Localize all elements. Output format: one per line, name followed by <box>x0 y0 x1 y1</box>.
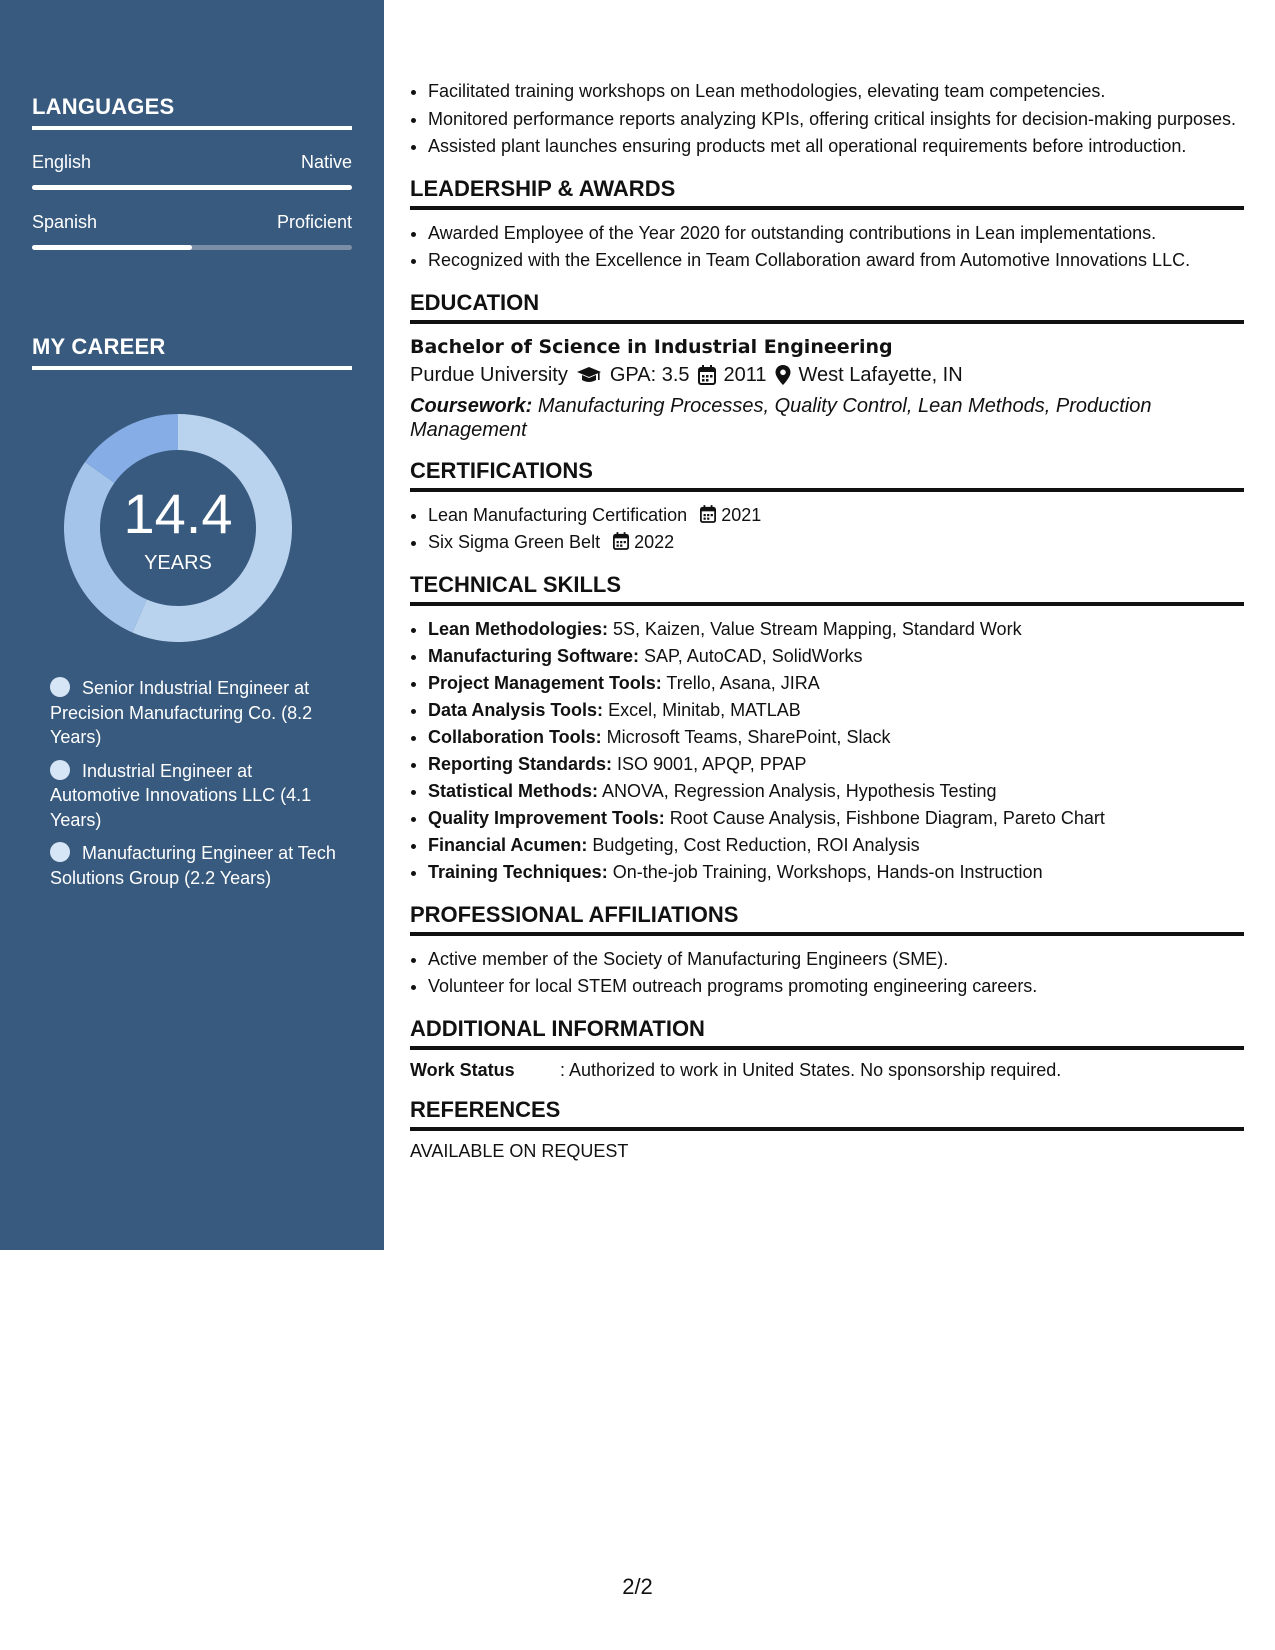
language-bar <box>32 185 352 190</box>
section-title: PROFESSIONAL AFFILIATIONS <box>410 902 1244 936</box>
skill-item <box>428 616 1244 643</box>
coursework-text: Manufacturing Processes, Quality Control, Lean Methods, Production Management <box>410 395 1152 441</box>
skill-value: Excel, Minitab, MATLAB <box>608 700 801 720</box>
career-item <box>50 676 340 750</box>
calendar-icon <box>698 365 716 385</box>
skill-label: Manufacturing Software: <box>428 646 640 666</box>
skill-item <box>428 859 1244 886</box>
skill-label: Statistical Methods: <box>428 781 599 801</box>
main-content <box>410 78 1244 1162</box>
career-years-label: YEARS <box>144 552 212 574</box>
skill-item <box>428 724 1244 751</box>
bullet-dot-icon <box>50 760 70 780</box>
section-title: EDUCATION <box>410 290 1244 324</box>
list-item: • Awarded Employee of the Year 2020 for outstanding contributions in Lean implementations. <box>428 220 1244 247</box>
education-details <box>410 360 1244 390</box>
page-number: 2/2 <box>622 1574 653 1599</box>
references-text: AVAILABLE ON REQUEST <box>410 1141 629 1161</box>
skill-label: Financial Acumen: <box>428 835 588 855</box>
school-name: Purdue University <box>410 364 568 386</box>
calendar-icon <box>700 505 716 523</box>
coursework-label: Coursework: <box>410 395 533 417</box>
languages-heading: LANGUAGES <box>32 94 352 130</box>
career-item-text: Senior Industrial Engineer at Precision Manufacturing Co. (8.2 Years) <box>50 678 313 747</box>
skill-label: Lean Methodologies: <box>428 619 608 639</box>
list-item: • Recognized with the Excellence in Team Collaboration award from Automotive Innovations LLC. <box>428 247 1244 274</box>
skill-value: Trello, Asana, JIRA <box>666 673 820 693</box>
skill-label: Project Management Tools: <box>428 673 662 693</box>
skill-item <box>428 805 1244 832</box>
section-title: CERTIFICATIONS <box>410 458 1244 492</box>
location-pin-icon <box>775 365 791 385</box>
skills-section <box>410 572 1244 886</box>
skill-item <box>428 643 1244 670</box>
coursework <box>410 394 1244 442</box>
education-section <box>410 290 1244 442</box>
section-title: ADDITIONAL INFORMATION <box>410 1016 1244 1050</box>
sidebar <box>0 0 384 1250</box>
affiliations-section <box>410 902 1244 1000</box>
skill-value: 5S, Kaizen, Value Stream Mapping, Standard Work <box>613 619 1022 639</box>
career-total-years: 14.4 <box>123 482 233 545</box>
language-bar <box>32 245 352 250</box>
graduation-cap-icon <box>576 365 602 385</box>
leadership-section <box>410 176 1244 274</box>
career-section <box>32 334 352 370</box>
skill-value: ANOVA, Regression Analysis, Hypothesis Testing <box>602 781 997 801</box>
language-item <box>32 152 352 190</box>
language-bar-fill <box>32 185 352 190</box>
skill-item <box>428 697 1244 724</box>
bullet-dot-icon <box>50 677 70 697</box>
list-item: • Volunteer for local STEM outreach programs promoting engineering careers. <box>428 973 1244 1000</box>
language-item <box>32 212 352 250</box>
work-status-row <box>410 1060 1244 1081</box>
certification-name: Lean Manufacturing Certification <box>428 505 688 525</box>
language-name: Spanish <box>32 212 98 232</box>
language-level: Native <box>300 152 352 172</box>
skill-label: Quality Improvement Tools: <box>428 808 665 828</box>
work-status-label: Work Status <box>410 1060 515 1080</box>
skill-label: Training Techniques: <box>428 862 608 882</box>
bullet-dot-icon <box>50 842 70 862</box>
list-item: • Active member of the Society of Manufacturing Engineers (SME). <box>428 946 1244 973</box>
skill-value: Budgeting, Cost Reduction, ROI Analysis <box>592 835 920 855</box>
career-item <box>50 841 340 890</box>
school-location: West Lafayette, IN <box>798 364 963 386</box>
certification-year: 2022 <box>634 532 675 552</box>
list-item <box>428 529 1244 556</box>
skill-label: Collaboration Tools: <box>428 727 602 747</box>
graduation-year: 2011 <box>723 364 767 386</box>
language-bar-fill <box>32 245 192 250</box>
career-item <box>50 759 340 833</box>
career-donut-chart <box>64 414 292 642</box>
section-title: REFERENCES <box>410 1097 1244 1131</box>
career-heading: MY CAREER <box>32 334 352 370</box>
skill-value: Root Cause Analysis, Fishbone Diagram, Pareto Chart <box>669 808 1105 828</box>
list-item: • Assisted plant launches ensuring products met all operational requirements before introduction. <box>428 133 1244 160</box>
skill-item <box>428 670 1244 697</box>
skill-label: Reporting Standards: <box>428 754 613 774</box>
certification-name: Six Sigma Green Belt <box>428 532 601 552</box>
experience-bullets <box>410 78 1244 160</box>
certifications-section <box>410 458 1244 556</box>
list-item: • Monitored performance reports analyzing KPIs, offering critical insights for decision-making purposes. <box>428 105 1244 133</box>
skill-item <box>428 751 1244 778</box>
degree-title: Bachelor of Science in Industrial Engineering <box>410 336 893 358</box>
gpa-text: GPA: 3.5 <box>609 364 690 386</box>
language-level: Proficient <box>276 212 352 232</box>
certification-year: 2021 <box>721 505 762 525</box>
career-list <box>50 676 340 899</box>
skill-item <box>428 778 1244 805</box>
skill-value: Microsoft Teams, SharePoint, Slack <box>606 727 891 747</box>
career-item-text: Manufacturing Engineer at Tech Solutions Group (2.2 Years) <box>50 843 336 888</box>
work-status-value: : Authorized to work in United States. No sponsorship required. <box>560 1060 1062 1080</box>
skill-value: ISO 9001, APQP, PPAP <box>617 754 807 774</box>
language-name: English <box>32 152 92 172</box>
career-item-text: Industrial Engineer at Automotive Innovations LLC (4.1 Years) <box>50 760 312 830</box>
languages-section <box>32 94 352 250</box>
section-title: LEADERSHIP & AWARDS <box>410 176 1244 210</box>
additional-section <box>410 1016 1244 1081</box>
list-item: • Facilitated training workshops on Lean methodologies, elevating team competencies. <box>428 78 1244 105</box>
references-section <box>410 1097 1244 1162</box>
skill-value: On-the-job Training, Workshops, Hands-on Instruction <box>612 862 1043 882</box>
list-item <box>428 502 1244 529</box>
calendar-icon <box>613 532 629 550</box>
section-title: TECHNICAL SKILLS <box>410 572 1244 606</box>
skill-value: SAP, AutoCAD, SolidWorks <box>644 646 863 666</box>
skill-label: Data Analysis Tools: <box>428 700 604 720</box>
skill-item <box>428 832 1244 859</box>
